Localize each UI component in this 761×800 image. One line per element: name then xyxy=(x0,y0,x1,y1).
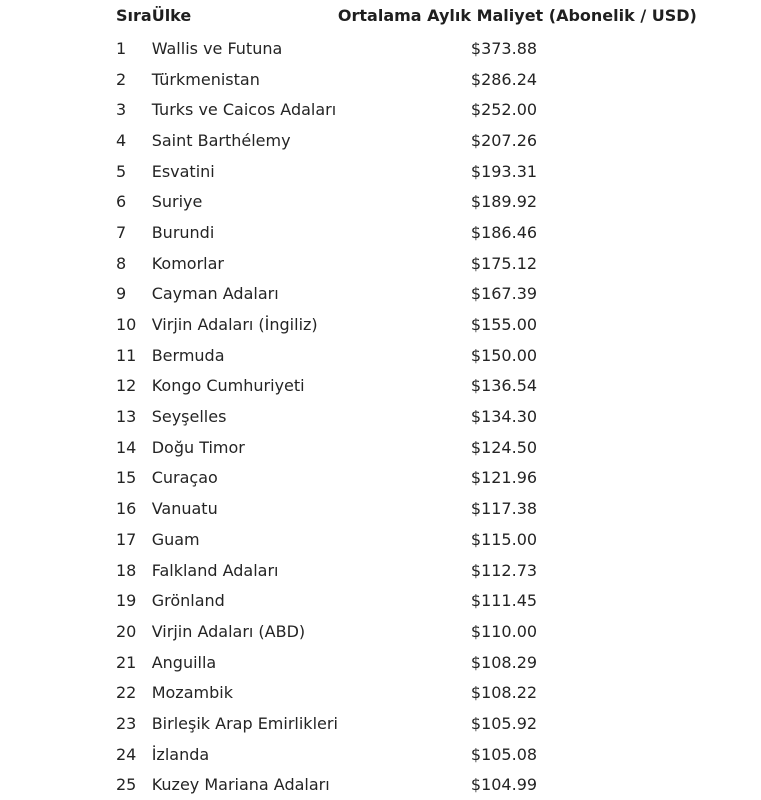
cost-cell: $286.24 xyxy=(338,64,697,95)
country-cell: İzlanda xyxy=(152,739,338,770)
table-row xyxy=(116,94,697,125)
cost-table-container xyxy=(116,0,697,800)
country-cell: Esvatini xyxy=(152,156,338,187)
rank-cell: 14 xyxy=(116,432,152,463)
country-cell: Seyşelles xyxy=(152,401,338,432)
table-row xyxy=(116,186,697,217)
table-row xyxy=(116,401,697,432)
table-row xyxy=(116,309,697,340)
table-row xyxy=(116,371,697,402)
cost-cell: $105.08 xyxy=(338,739,697,770)
country-cell: Suriye xyxy=(152,186,338,217)
table-row xyxy=(116,248,697,279)
rank-cell: 17 xyxy=(116,524,152,555)
cost-cell: $373.88 xyxy=(338,31,697,64)
cost-cell: $117.38 xyxy=(338,493,697,524)
rank-cell: 24 xyxy=(116,739,152,770)
country-cell: Guam xyxy=(152,524,338,555)
table-body xyxy=(116,31,697,800)
cost-cell: $134.30 xyxy=(338,401,697,432)
table-row xyxy=(116,585,697,616)
country-cell: Cayman Adaları xyxy=(152,279,338,310)
rank-cell: 19 xyxy=(116,585,152,616)
cost-table xyxy=(116,0,697,800)
cost-cell: $115.00 xyxy=(338,524,697,555)
table-row xyxy=(116,279,697,310)
rank-cell: 8 xyxy=(116,248,152,279)
cost-cell: $167.39 xyxy=(338,279,697,310)
rank-cell: 10 xyxy=(116,309,152,340)
table-row xyxy=(116,64,697,95)
rank-cell: 23 xyxy=(116,708,152,739)
cost-cell: $193.31 xyxy=(338,156,697,187)
header-rank: Sıra xyxy=(116,0,152,31)
header-cost: Ortalama Aylık Maliyet (Abonelik / USD) xyxy=(338,0,697,31)
rank-cell: 22 xyxy=(116,677,152,708)
table-row xyxy=(116,770,697,800)
country-cell: Wallis ve Futuna xyxy=(152,31,338,64)
header-row xyxy=(116,0,697,31)
table-row xyxy=(116,739,697,770)
table-row xyxy=(116,493,697,524)
cost-cell: $112.73 xyxy=(338,555,697,586)
cost-cell: $124.50 xyxy=(338,432,697,463)
cost-cell: $175.12 xyxy=(338,248,697,279)
table-row xyxy=(116,463,697,494)
cost-cell: $189.92 xyxy=(338,186,697,217)
country-cell: Kongo Cumhuriyeti xyxy=(152,371,338,402)
table-row xyxy=(116,616,697,647)
rank-cell: 4 xyxy=(116,125,152,156)
country-cell: Grönland xyxy=(152,585,338,616)
country-cell: Komorlar xyxy=(152,248,338,279)
rank-cell: 13 xyxy=(116,401,152,432)
country-cell: Saint Barthélemy xyxy=(152,125,338,156)
rank-cell: 5 xyxy=(116,156,152,187)
country-cell: Kuzey Mariana Adaları xyxy=(152,770,338,800)
table-header xyxy=(116,0,697,31)
country-cell: Türkmenistan xyxy=(152,64,338,95)
rank-cell: 12 xyxy=(116,371,152,402)
rank-cell: 18 xyxy=(116,555,152,586)
rank-cell: 3 xyxy=(116,94,152,125)
table-row xyxy=(116,524,697,555)
table-row xyxy=(116,432,697,463)
country-cell: Curaçao xyxy=(152,463,338,494)
rank-cell: 21 xyxy=(116,647,152,678)
rank-cell: 2 xyxy=(116,64,152,95)
table-row xyxy=(116,555,697,586)
cost-cell: $108.29 xyxy=(338,647,697,678)
cost-cell: $150.00 xyxy=(338,340,697,371)
country-cell: Falkland Adaları xyxy=(152,555,338,586)
rank-cell: 25 xyxy=(116,770,152,800)
country-cell: Doğu Timor xyxy=(152,432,338,463)
rank-cell: 11 xyxy=(116,340,152,371)
country-cell: Vanuatu xyxy=(152,493,338,524)
cost-cell: $207.26 xyxy=(338,125,697,156)
country-cell: Burundi xyxy=(152,217,338,248)
cost-cell: $186.46 xyxy=(338,217,697,248)
country-cell: Anguilla xyxy=(152,647,338,678)
cost-cell: $136.54 xyxy=(338,371,697,402)
country-cell: Turks ve Caicos Adaları xyxy=(152,94,338,125)
table-row xyxy=(116,340,697,371)
cost-cell: $111.45 xyxy=(338,585,697,616)
country-cell: Virjin Adaları (ABD) xyxy=(152,616,338,647)
cost-cell: $105.92 xyxy=(338,708,697,739)
rank-cell: 15 xyxy=(116,463,152,494)
rank-cell: 20 xyxy=(116,616,152,647)
country-cell: Birleşik Arap Emirlikleri xyxy=(152,708,338,739)
table-row xyxy=(116,156,697,187)
table-row xyxy=(116,647,697,678)
table-row xyxy=(116,125,697,156)
rank-cell: 16 xyxy=(116,493,152,524)
cost-cell: $108.22 xyxy=(338,677,697,708)
cost-cell: $252.00 xyxy=(338,94,697,125)
rank-cell: 1 xyxy=(116,31,152,64)
cost-cell: $121.96 xyxy=(338,463,697,494)
rank-cell: 9 xyxy=(116,279,152,310)
cost-cell: $104.99 xyxy=(338,770,697,800)
header-country: Ülke xyxy=(152,0,338,31)
country-cell: Bermuda xyxy=(152,340,338,371)
table-row xyxy=(116,217,697,248)
rank-cell: 6 xyxy=(116,186,152,217)
cost-cell: $110.00 xyxy=(338,616,697,647)
table-row xyxy=(116,708,697,739)
country-cell: Virjin Adaları (İngiliz) xyxy=(152,309,338,340)
table-row xyxy=(116,677,697,708)
cost-cell: $155.00 xyxy=(338,309,697,340)
table-row xyxy=(116,31,697,64)
country-cell: Mozambik xyxy=(152,677,338,708)
rank-cell: 7 xyxy=(116,217,152,248)
